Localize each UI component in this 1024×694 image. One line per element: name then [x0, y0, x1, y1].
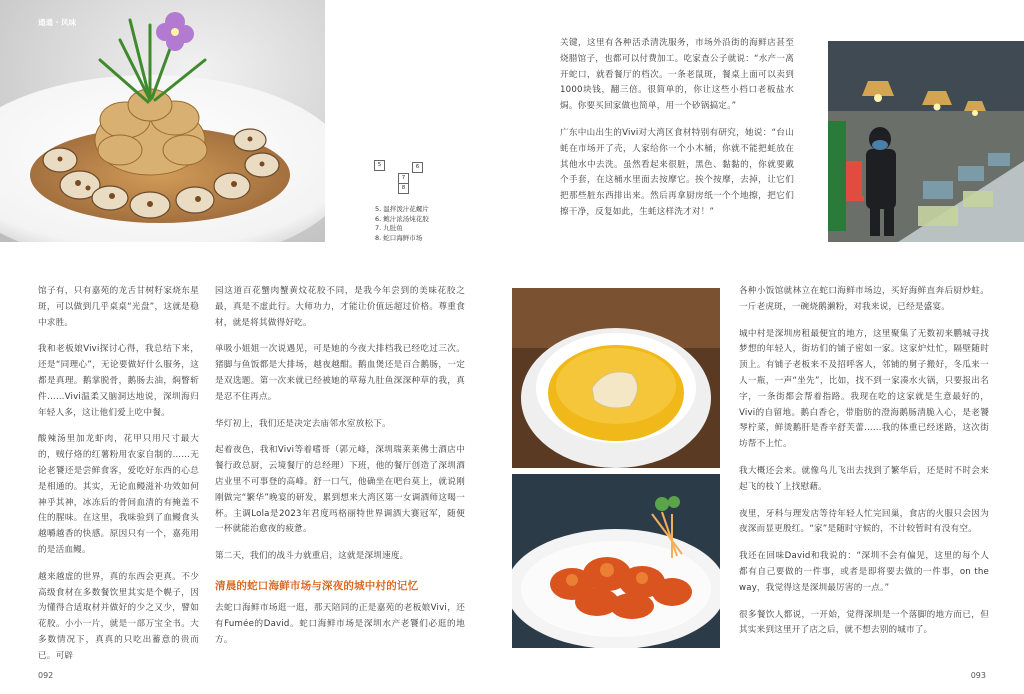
photo-caption-list: [375, 205, 429, 243]
paragraph: 很多餐饮人都说，一开始，觉得深圳是一个落脚的地方而已，但其实来到这里开了店之后，就不想去别的城市了。: [739, 609, 989, 636]
paragraph: 广东中山出生的Vivi对大湾区食材特别有研究，她说：“台山蚝在市场开了壳，人家给你一个小木桶，你就不能把蚝放在其他水中去洗。虽然看起来很脏，黑色、黏黏的，你就要戴个手套，在这桶水里面去按摩它。挨个按摩，去掉，让它们把那些脏东西排出来。然后再拿厨房纸一个个地擦，把它们擦干净，反复如此，生蚝这样洗才对！”: [560, 127, 794, 217]
paragraph: 单吸小姐姐一次说遇见，可是她的今夜大排档我已经吃过三次。猪脚与鱼饭都是大排场，越夜越酣。鹅血煲还是百合鹅肠，一定是双选题。第一次来就已经被她的草莓九肚鱼深深种草的我，真是忍不住再点。: [215, 344, 465, 402]
paragraph: 我大概还会来。就像鸟儿飞出去找到了繁华后，还是时不时会来起飞的枝丫上找慰藉。: [739, 465, 989, 492]
seafood-market-image: [828, 41, 1024, 242]
paragraph: 起着夜色，我和Vivi等着嗜哥（郭元峰，深圳瑞莱莱佛士酒店中餐行政总厨，云境餐厅的总经理）下班，他的餐厅创造了深圳酒店业里不可事登的高峰。舒一口气，他确坐在吧台莫上，就说刚刚做完“繁华”晚宴的研发，累到想来大湾区第一女调酒师这喝一杯。主调Lola是2023年君度玛格丽特世界调酒大赛冠军，随便一杯就能治愈夜的疲惫。: [215, 445, 465, 535]
paragraph: 关键，这里有各种活杀清洗服务，市场外沿街的海鲜店甚至烧腊馆子，也都可以付费加工。吃家查公子就说：“水产一离开蛇口，就看餐厅的档次。一条老鼠斑，餐桌上面可以卖到1000块钱，翻三倍。很简单的，你让这些小档口老板盐水焗。你要买回家做也简单，用一个砂锅搞定。”: [560, 38, 794, 112]
conch-salad-photo: [0, 0, 325, 242]
photo-index-6: 6: [412, 162, 423, 173]
jiudu-fish-image: [512, 474, 720, 648]
paragraph: 城中村是深圳房租最便宜的地方，这里聚集了无数初来鹏城寻找梦想的年轻人，街坊们的铺子密如一家。这家炉灶忙，隔壁随时顶上。有铺子老板来不及招呼客人，邻铺的舅子搬好，冬瓜来一人一瓶，一声“坐先”，比如，找不到一家凑水火锅，只要报出名字，一条街都会帮着指路。我现在吃的这家就是生意最好的，Vivi的自留地。鹅白香仑，带脂肪的澄海鹅肠清脆入心，是老饕琴柠菜，鲜烫鹅肝是香辛舒芙蕾……我的体重已经迷路，这次街坊帮不上忙。: [739, 328, 989, 450]
page-number-left: 092: [38, 671, 54, 680]
photo-index-7: 7: [398, 173, 409, 184]
left-column-1: [38, 284, 199, 676]
paragraph: 越来越虚的世界，真的东西会更真。不少高级食材在多数餐饮里其实是个幌子，因为懂得合适取材并做好的少之又少，譬如花胶。小小一片，就是一部万宝全书。大多数情况下，真真的只吃出蓄意的贵而已。可辟: [38, 571, 199, 661]
caption-item: 8. 蛇口海鲜市场: [375, 233, 423, 242]
right-column: [739, 284, 989, 650]
page-number-right: 093: [970, 671, 986, 680]
paragraph: 去蛇口海鲜市场逛一逛，那天陪同的正是嘉苑的老板娘Vivi，还有Fumée的David。蛇口海鲜市场是深圳水产老饕们必逛的地方。: [215, 602, 465, 645]
right-top-text: [560, 36, 794, 232]
paragraph: 各种小饭馆就林立在蛇口海鲜市场边，买好海鲜直奔后厨炒蛀。一斤老虎斑，一碗烧鹅濑粉，对我来说，已经是盛宴。: [739, 286, 989, 312]
photo-index-boxes: [374, 160, 424, 195]
fish-maw-soup-image: [512, 288, 720, 468]
left-column-2: [215, 284, 465, 659]
fish-maw-soup-photo: [512, 288, 720, 468]
paragraph: 园这道百花蟹肉蟹黄炆花胶不同，是我今年尝到的美味花胶之最，真是不虚此行。大师功力，才能让价值远超过价格。尊重食材，就是将其做得好吃。: [215, 286, 465, 328]
photo-index-5: 5: [374, 160, 385, 171]
paragraph: 夜里，牙科与理发店等待年轻人忙完回巢，食店的火服只会因为夜深而显更殷红。“家”是随时守候的，不计较暂时有没有空。: [739, 508, 989, 535]
seafood-market-photo: [828, 41, 1024, 242]
caption-item: 5. 温拌泼汁花螺片: [375, 205, 429, 213]
section-heading: 清晨的蛇口海鲜市场与深夜的城中村的记忆: [215, 579, 419, 592]
jiudu-fish-photo: [512, 474, 720, 648]
caption-item: 7. 九肚鱼: [375, 224, 403, 232]
paragraph: 馆子有，只有嘉苑的龙舌甘树籽家烧东星斑，可以做到几乎桌桌“光盘”，这就是稳中求胜。: [38, 286, 199, 328]
conch-salad-image: [0, 0, 325, 242]
paragraph: 酸辣汤里加龙虾肉，花甲只用尺寸最大的，贼仔烙的红薯粉用农家自制的……无论老饕还是尝鲜食客，爱吃好东西的心总是相通的。其实，无论血鳗滋补功效如何神乎其神，冰冻后的骨间血清的有掩盖不住的腥味。在这里，我味验到了血鳗食头越嚼越香的快感。原因只有一个，嘉苑用的是活血鳗。: [38, 434, 199, 555]
paragraph: 我和老板娘Vivi探讨心得，我总结下来，还是“同理心”，无论要做好什么服务，这都是真理。鹅掌脱骨，鹅肠去油，焖瞥斩件……Vivi温柔又脑洞达地说，深圳海归年轻人多，这让他们爱上吃中餐。: [38, 344, 199, 418]
paragraph: 华灯初上，我们还是决定去庙邻水室放松下。: [215, 418, 391, 429]
caption-item: 6. 鲍汁浓汤炖花胶: [375, 214, 429, 223]
photo-index-8: 8: [398, 183, 409, 194]
section-tag: 通通 · 风味: [38, 18, 77, 27]
paragraph: 第二天，我们的战斗力就重启，这就是深圳速度。: [215, 551, 409, 562]
paragraph: 我还在回味David和我说的：“深圳不会有偏见，这里的每个人都有自己要做的一件事，或者是即将要去做的一件事，on the way，我觉得这是深圳最厉害的一点。”: [739, 551, 989, 593]
